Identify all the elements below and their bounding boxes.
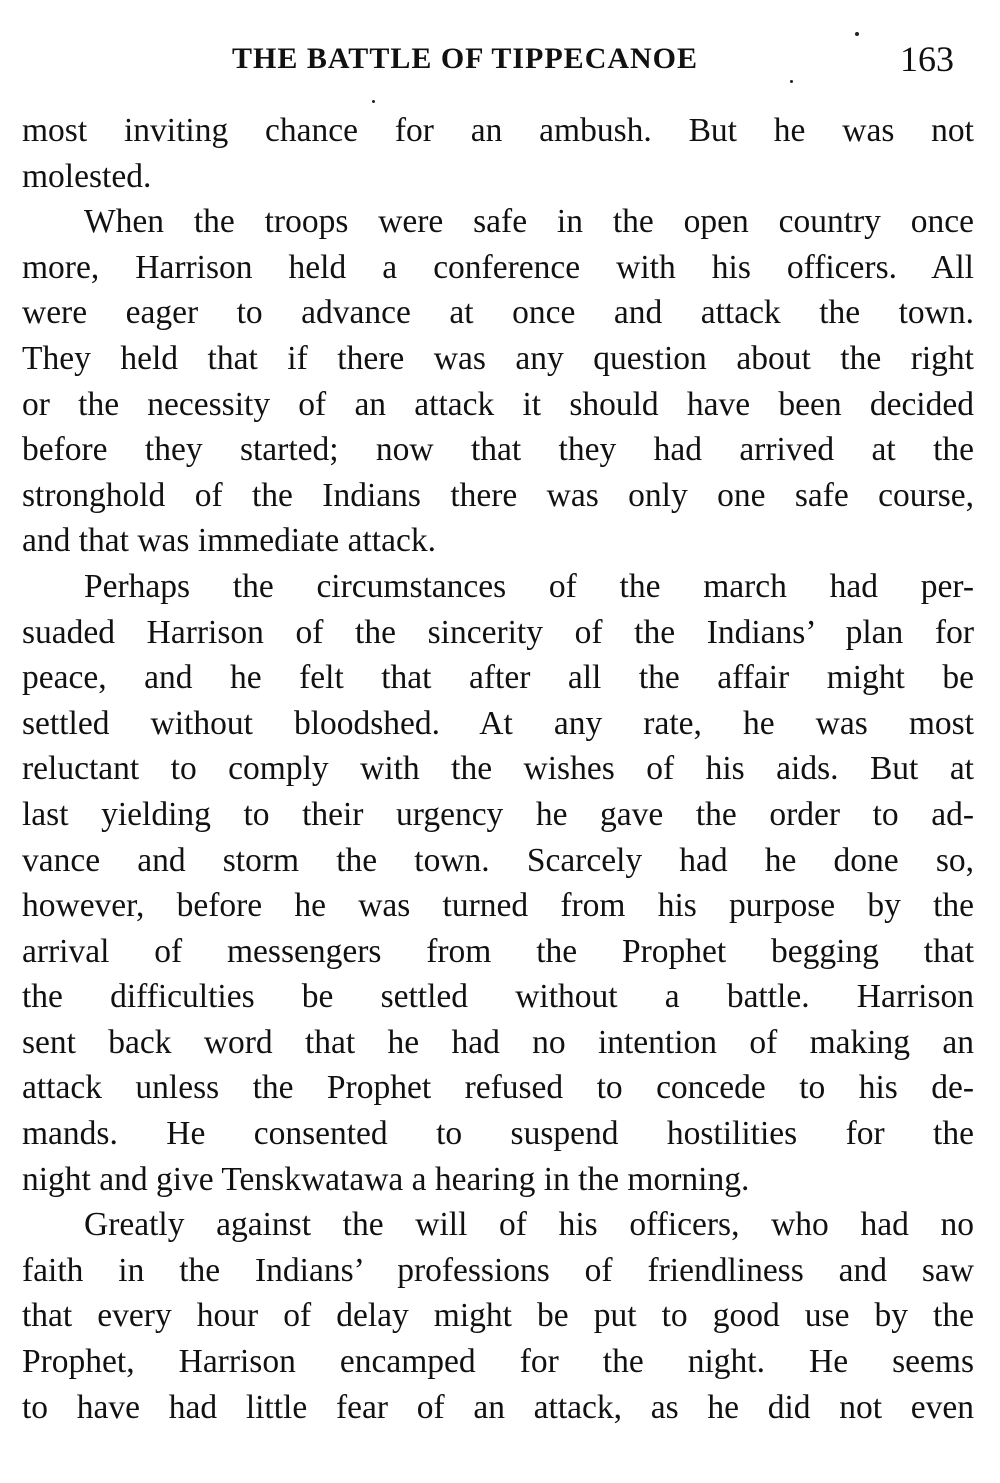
text-line: that every hour of delay might be put to good use by the xyxy=(22,1297,974,1335)
text-line: were eager to advance at once and attack the town. xyxy=(22,294,974,332)
text-line: settled without bloodshed. At any rate, he was most xyxy=(22,704,974,742)
text-line: attack unless the Prophet refused to concede to his de- xyxy=(22,1069,974,1107)
text-line: and that was immediate attack. xyxy=(22,522,436,560)
paragraph-1 xyxy=(22,108,974,199)
text-line: molested. xyxy=(22,157,152,195)
text-line: last yielding to their urgency he gave the order to ad- xyxy=(22,795,974,833)
text-line: arrival of messengers from the Prophet begging that xyxy=(22,932,974,970)
text-line: to have had little fear of an attack, as he did not even xyxy=(22,1388,974,1426)
text-line: peace, and he felt that after all the affair might be xyxy=(22,659,974,697)
text-line: Greatly against the will of his officers, who had no xyxy=(84,1206,974,1244)
text-line: They held that if there was any question about the right xyxy=(22,339,974,377)
text-line: or the necessity of an attack it should have been decided xyxy=(22,385,974,423)
text-line: mands. He consented to suspend hostilities for the xyxy=(22,1115,974,1153)
text-line: stronghold of the Indians there was only one safe course, xyxy=(22,476,974,514)
print-speck xyxy=(790,80,793,83)
page-number: 163 xyxy=(900,39,954,79)
text-line: night and give Tenskwatawa a hearing in the morning. xyxy=(22,1160,750,1198)
text-line: more, Harrison held a conference with his officers. All xyxy=(22,248,974,286)
paragraph-4 xyxy=(22,1202,974,1430)
print-speck xyxy=(855,32,859,36)
running-header xyxy=(0,38,1000,88)
text-line: however, before he was turned from his purpose by the xyxy=(22,887,974,925)
paragraph-2 xyxy=(22,199,974,564)
text-line: suaded Harrison of the sincerity of the Indians’ plan for xyxy=(22,613,974,651)
text-line: Perhaps the circumstances of the march had per- xyxy=(84,567,974,605)
text-line: the difficulties be settled without a battle. Harrison xyxy=(22,978,974,1016)
text-line: reluctant to comply with the wishes of his aids. But at xyxy=(22,750,974,788)
text-line: vance and storm the town. Scarcely had he done so, xyxy=(22,841,974,879)
text-line: before they started; now that they had arrived at the xyxy=(22,431,974,469)
paragraph-3 xyxy=(22,564,974,1202)
print-speck xyxy=(372,100,375,103)
text-line: Prophet, Harrison encamped for the night. He seems xyxy=(22,1343,974,1381)
text-line: most inviting chance for an ambush. But he was not xyxy=(22,112,974,149)
running-title: THE BATTLE OF TIPPECANOE xyxy=(232,42,699,75)
text-line: faith in the Indians’ professions of friendliness and saw xyxy=(22,1251,974,1289)
body-text xyxy=(22,108,974,1430)
text-line: sent back word that he had no intention of making an xyxy=(22,1023,974,1061)
text-line: When the troops were safe in the open country once xyxy=(84,203,974,241)
